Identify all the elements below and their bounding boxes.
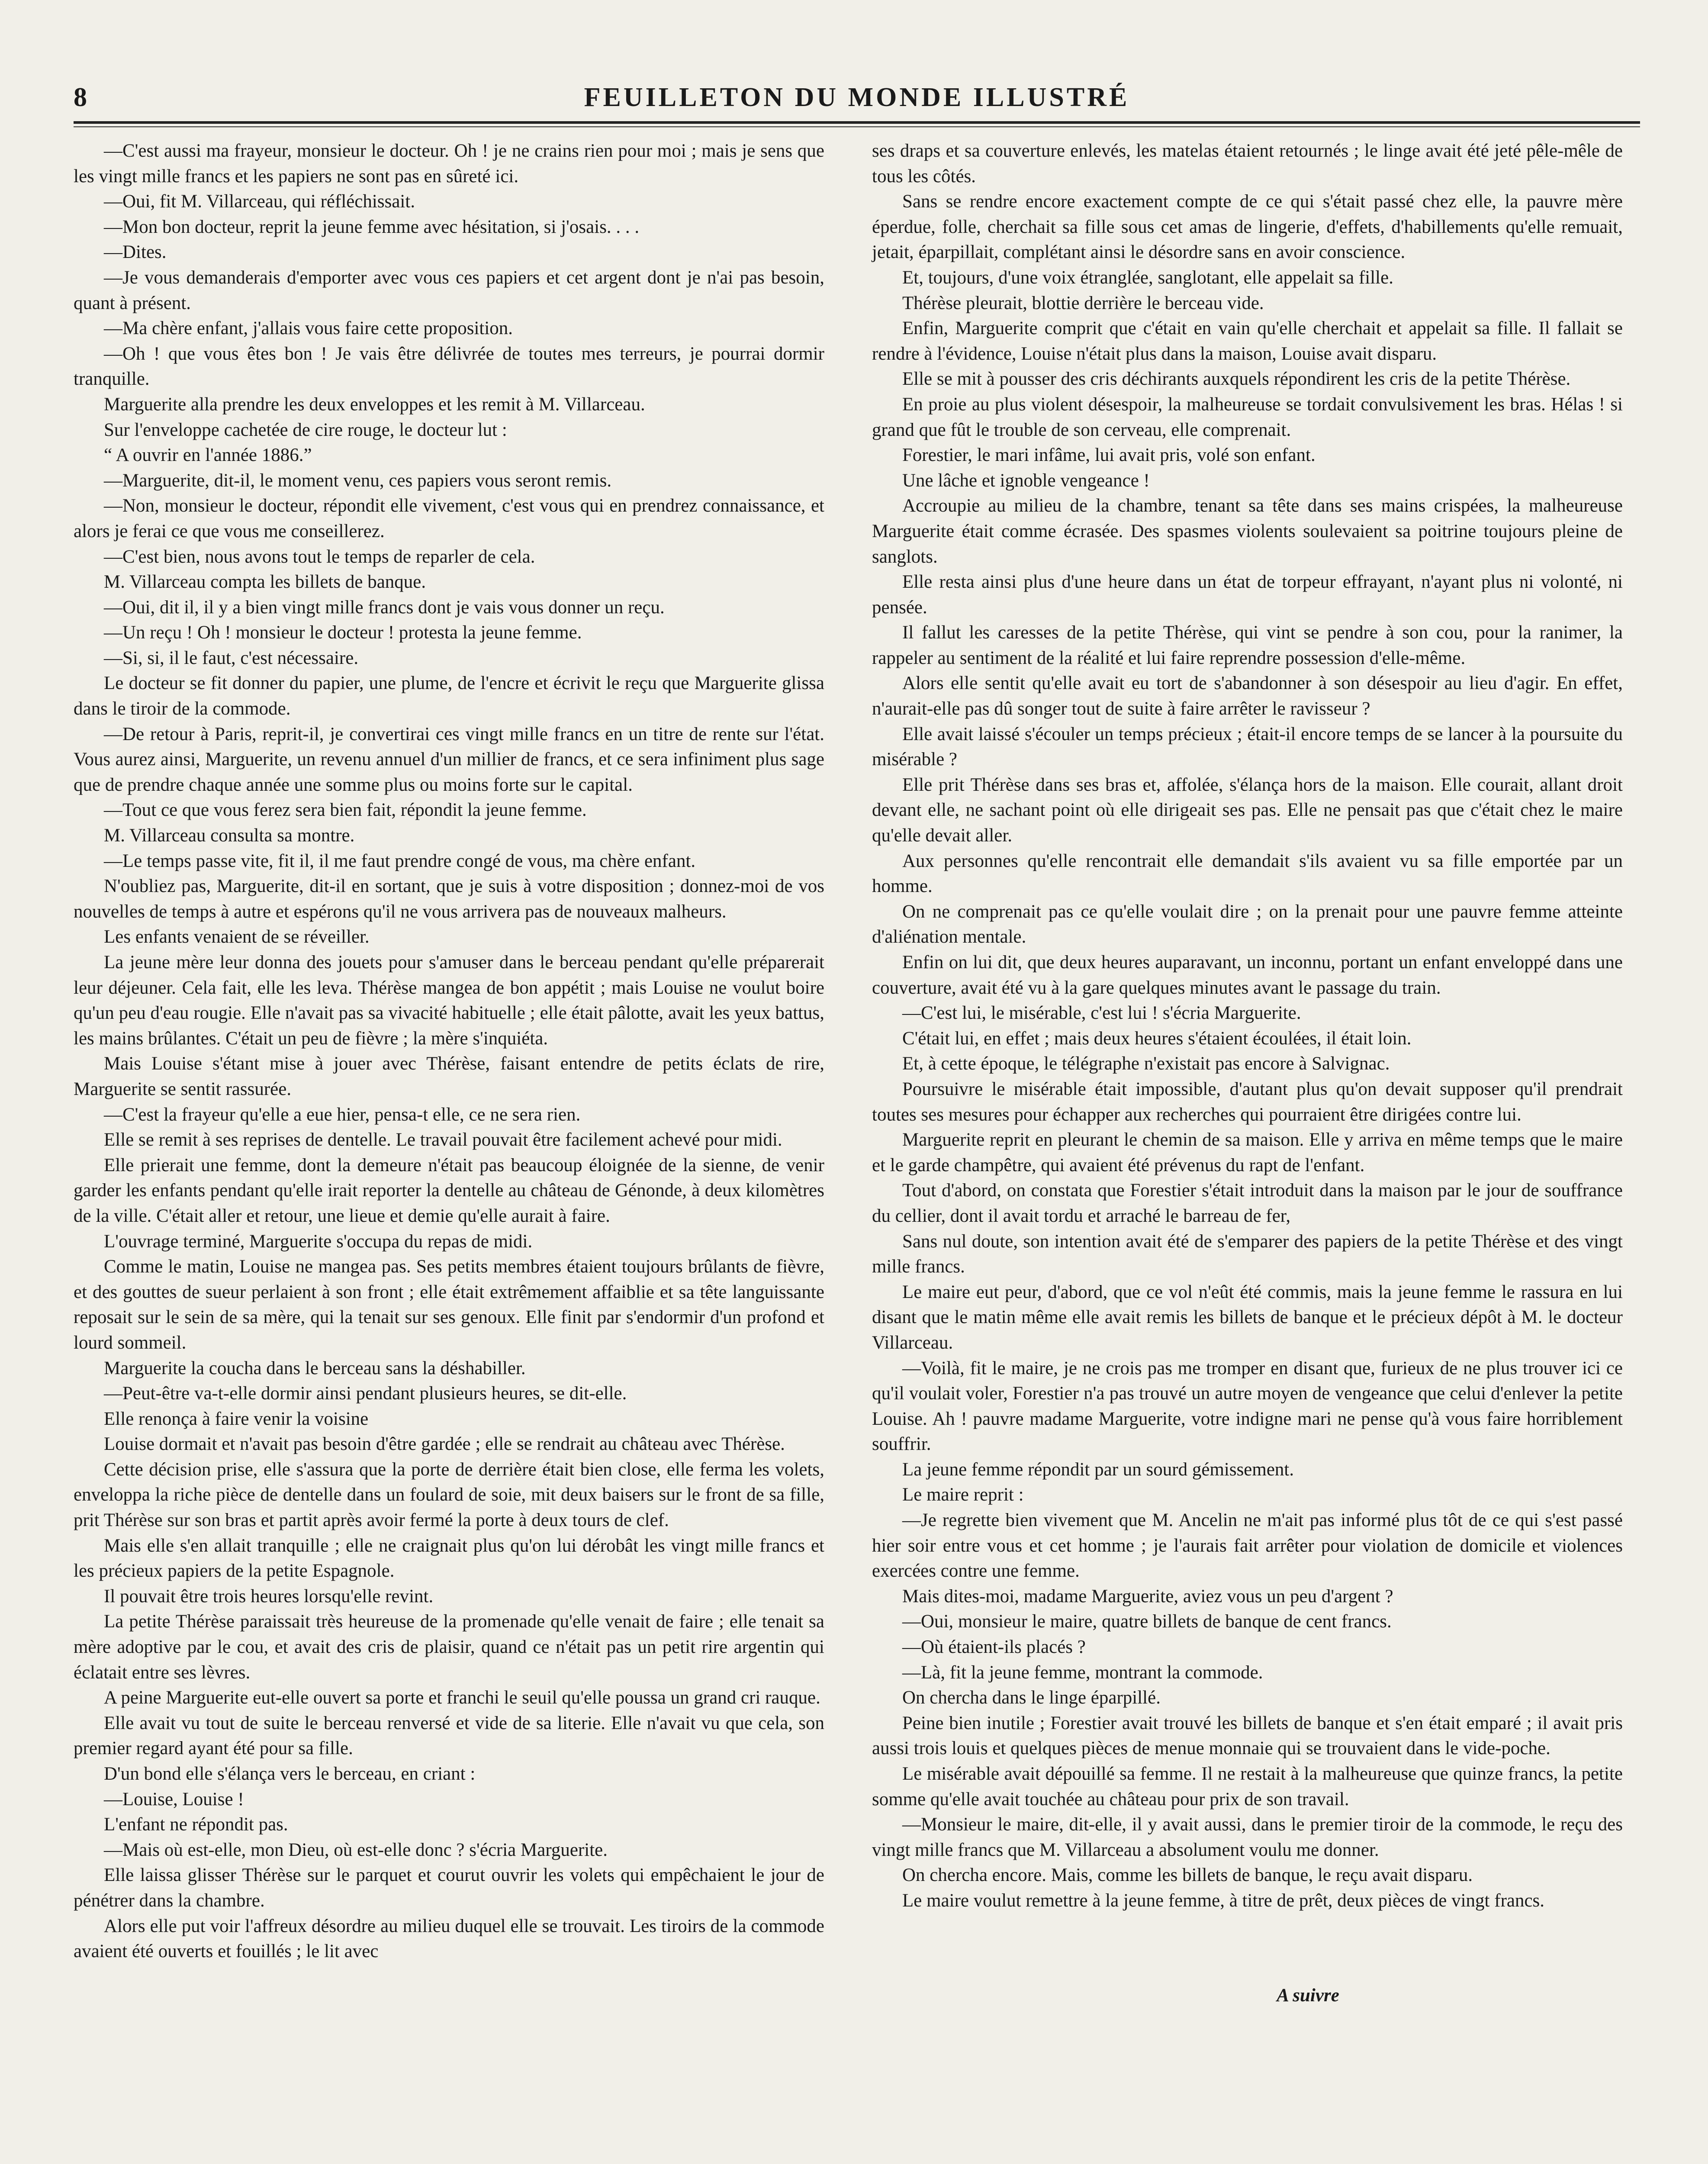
paragraph: Peine bien inutile ; Forestier avait trouvé les billets de banque et s'en était emparé ; il avait pris aussi trois louis et quelques pièces de menue monnaie qui se trouvaient dans le vide-poche. (872, 1713, 1623, 1759)
paragraph: —C'est aussi ma frayeur, monsieur le docteur. Oh ! je ne crains rien pour moi ; mais je sens que les vingt mille francs et les papiers ne sont pas en sûreté ici. (74, 141, 824, 187)
paragraph: Elle avait laissé s'écouler un temps précieux ; était-il encore temps de se lancer à la poursuite du misérable ? (872, 724, 1623, 770)
paragraph: La petite Thérèse paraissait très heureuse de la promenade qu'elle venait de faire ; elle tenait sa mère adoptive par le cou, et avait des cris de plaisir, quand ce n'était pas un petit rire argentin qui éclatait entre ses lèvres. (74, 1611, 824, 1683)
paragraph: Le maire eut peur, d'abord, que ce vol n'eût été commis, mais la jeune femme le rassura en lui disant que le matin même elle avait remis les billets de banque et le précieux dépôt à M. le docteur Villarceau. (872, 1282, 1623, 1353)
paragraph: Poursuivre le misérable était impossible, d'autant plus qu'on devait supposer qu'il prendrait toutes ses mesures pour échapper aux recherches qui pourraient être dirigées contre lui. (872, 1079, 1623, 1125)
paragraph: Le misérable avait dépouillé sa femme. Il ne restait à la malheureuse que quinze francs, la petite somme qu'elle avait touchée au château pour prix de son travail. (872, 1764, 1623, 1810)
paragraph: Tout d'abord, on constata que Forestier s'était introduit dans la maison par le jour de souffrance du cellier, dont il avait tordu et arraché le barreau de fer, (872, 1180, 1623, 1226)
paragraph: A peine Marguerite eut-elle ouvert sa porte et franchi le seuil qu'elle poussa un grand cri rauque. (104, 1687, 820, 1708)
paragraph: Elle avait vu tout de suite le berceau renversé et vide de sa literie. Elle n'avait vu que cela, son premier regard ayant été pour sa fille. (74, 1713, 824, 1759)
paragraph: Il pouvait être trois heures lorsqu'elle revint. (104, 1586, 434, 1607)
paragraph: —Je vous demanderais d'emporter avec vous ces papiers et cet argent dont je n'ai pas besoin, quant à présent. (74, 267, 824, 313)
to-be-continued: A suivre (1277, 1985, 1339, 2006)
paragraph: —Non, monsieur le docteur, répondit elle vivement, c'est vous qui en prendrez connaissance, et alors je ferai ce que vous me conseillerez. (74, 496, 824, 541)
paragraph: Elle renonça à faire venir la voisine (104, 1408, 369, 1429)
newspaper-page (74, 74, 1640, 2164)
paragraph: C'était lui, en effet ; mais deux heures s'étaient écoulées, il était loin. (902, 1028, 1412, 1049)
paragraph: —Voilà, fit le maire, je ne crois pas me tromper en disant que, furieux de ne plus trouver ici ce qu'il voulait voler, Forestier n'a pas trouvé un autre moyen de vengeance que celui d'enlever la petite Louise. Ah ! pauvre madame Marguerite, votre indigne mari ne pense qu'à vous faire horriblement souffrir. (872, 1358, 1623, 1455)
paragraph: Mais dites-moi, madame Marguerite, aviez vous un peu d'argent ? (902, 1586, 1393, 1607)
paragraph: Alors elle put voir l'affreux désordre au milieu duquel elle se trouvait. Les tiroirs de la commode avaient été ouverts et fouillés ; le lit avec (74, 1916, 824, 1962)
text-columns (74, 138, 1640, 2164)
paragraph: Accroupie au milieu de la chambre, tenant sa tête dans ses mains crispées, la malheureuse Marguerite était comme écrasée. Des spasmes violents soulevaient sa poitrine toujours pleine de sanglots. (872, 496, 1623, 567)
paragraph: Cette décision prise, elle s'assura que la porte de derrière était bien close, elle ferma les volets, enveloppa la riche pièce de dentelle dans un foulard de soie, mit deux baisers sur le front de sa fille, prit Thérèse sur son bras et partit après avoir fermé la porte à deux tours de clef. (74, 1459, 824, 1531)
paragraph: “ A ouvrir en l'année 1886.” (104, 445, 312, 466)
paragraph: Marguerite la coucha dans le berceau sans la déshabiller. (104, 1358, 526, 1378)
paragraph: Elle laissa glisser Thérèse sur le parquet et courut ouvrir les volets qui empêchaient le jour de pénétrer dans la chambre. (74, 1865, 824, 1911)
paragraph-continuation: ses draps et sa couverture enlevés, les matelas étaient retournés ; le linge avait été jeté pêle-mêle de tous les côtés. (872, 141, 1623, 187)
left-column (74, 138, 824, 1964)
paragraph: Elle prit Thérèse dans ses bras et, affolée, s'élança hors de la maison. Elle courait, allant droit devant elle, ne sachant point où elle dirigeait ses pas. Elle ne pensait pas que c'était chez le maire qu'elle devait aller. (872, 774, 1623, 846)
paragraph: —Je regrette bien vivement que M. Ancelin ne m'ait pas informé plus tôt de ce qui s'est passé hier soir entre vous et cet homme ; je l'aurais fait arrêter pour violation de domicile et violences exercées contre une femme. (872, 1510, 1623, 1581)
paragraph: —Monsieur le maire, dit-elle, il y avait aussi, dans le premier tiroir de la commode, le reçu des vingt mille francs que M. Villarceau a absolument voulu me donner. (872, 1814, 1623, 1860)
paragraph: Sans se rendre encore exactement compte de ce qui s'était passé chez elle, la pauvre mère éperdue, folle, cherchait sa fille sous cet amas de lingerie, d'effets, d'habillements qu'elle remuait, jetait, éparpillait, complétant ainsi le désordre sans en avoir conscience. (872, 191, 1623, 263)
paragraph: M. Villarceau consulta sa montre. (104, 825, 355, 846)
paragraph: Comme le matin, Louise ne mangea pas. Ses petits membres étaient toujours brûlants de fièvre, et des gouttes de sueur perlaient à son front ; elle était extrêmement affaiblie et sa tête languissante reposait sur le sein de sa mère, qui la tenait sur ses genoux. Elle finit par s'endormir d'un profond et lourd sommeil. (74, 1256, 824, 1353)
paragraph: L'enfant ne répondit pas. (104, 1814, 288, 1835)
paragraph: —Si, si, il le faut, c'est nécessaire. (104, 647, 359, 668)
paragraph: —Un reçu ! Oh ! monsieur le docteur ! protesta la jeune femme. (104, 622, 582, 643)
paragraph: Le maire voulut remettre à la jeune femme, à titre de prêt, deux pièces de vingt francs. (902, 1890, 1545, 1911)
paragraph: Louise dormait et n'avait pas besoin d'être gardée ; elle se rendrait au château avec Thérèse. (104, 1434, 785, 1455)
paragraph: Marguerite alla prendre les deux enveloppes et les remit à M. Villarceau. (104, 394, 645, 415)
paragraph: —Marguerite, dit-il, le moment venu, ces papiers vous seront remis. (104, 470, 612, 491)
paragraph: La jeune femme répondit par un sourd gémissement. (902, 1459, 1294, 1480)
paragraph: Forestier, le mari infâme, lui avait pris, volé son enfant. (902, 445, 1316, 466)
paragraph: —Louise, Louise ! (104, 1789, 244, 1810)
paragraph: Il fallut les caresses de la petite Thérèse, qui vint se pendre à son cou, pour la ranimer, la rappeler au sentiment de la réalité et lui faire reprendre possession d'elle-même. (872, 622, 1623, 668)
paragraph: —C'est lui, le misérable, c'est lui ! s'écria Marguerite. (902, 1003, 1301, 1024)
paragraph: Alors elle sentit qu'elle avait eu tort de s'abandonner à son désespoir au lieu d'agir. En effet, n'aurait-elle pas dû songer tout de suite à faire arrêter le ravisseur ? (872, 673, 1623, 719)
paragraph: Elle se mit à pousser des cris déchirants auxquels répondirent les cris de la petite Thérèse. (902, 369, 1571, 390)
paragraph: —Tout ce que vous ferez sera bien fait, répondit la jeune femme. (104, 800, 587, 821)
paragraph: Le docteur se fit donner du papier, une plume, de l'encre et écrivit le reçu que Marguerite glissa dans le tiroir de la commode. (74, 673, 824, 719)
page-header (74, 74, 1640, 121)
paragraph: Elle resta ainsi plus d'une heure dans un état de torpeur effrayant, n'ayant plus ni volonté, ni pensée. (872, 572, 1623, 618)
paragraph: —Le temps passe vite, fit il, il me faut prendre congé de vous, ma chère enfant. (104, 850, 696, 871)
paragraph: —Mon bon docteur, reprit la jeune femme avec hésitation, si j'osais. . . . (104, 216, 640, 237)
paragraph: Sans nul doute, son intention avait été de s'emparer des papiers de la petite Thérèse et des vingt mille francs. (872, 1231, 1623, 1277)
paragraph: —Oui, dit il, il y a bien vingt mille francs dont je vais vous donner un reçu. (104, 597, 665, 618)
paragraph: Et, à cette époque, le télégraphe n'existait pas encore à Salvignac. (902, 1053, 1390, 1074)
paragraph: Une lâche et ignoble vengeance ! (902, 470, 1150, 491)
paragraph: —Dites. (104, 242, 167, 263)
paragraph: Elle prierait une femme, dont la demeure n'était pas beaucoup éloignée de la sienne, de venir garder les enfants pendant qu'elle irait reporter la dentelle au château de Génonde, à deux kilomètres de la ville. C'était aller et retour, une lieue et demie qu'elle aurait à faire. (74, 1155, 824, 1226)
paragraph: —Mais où est-elle, mon Dieu, où est-elle donc ? s'écria Marguerite. (104, 1839, 608, 1860)
paragraph: Mais Louise s'étant mise à jouer avec Thérèse, faisant entendre de petits éclats de rire, Marguerite se sentit rassurée. (74, 1053, 824, 1099)
paragraph: —Oui, monsieur le maire, quatre billets de banque de cent francs. (902, 1611, 1392, 1632)
paragraph: —Où étaient-ils placés ? (902, 1637, 1086, 1658)
running-title: FEUILLETON DU MONDE ILLUSTRÉ (584, 83, 1130, 112)
page-number: 8 (74, 83, 87, 112)
paragraph: N'oubliez pas, Marguerite, dit-il en sortant, que je suis à votre disposition ; donnez-moi de vos nouvelles de temps à autre et espérons qu'il ne vous arrivera pas de nouveaux malheurs. (74, 876, 824, 922)
paragraph: Enfin on lui dit, que deux heures auparavant, un inconnu, portant un enfant enveloppé dans une couverture, avait été vu à la gare quelques minutes avant le passage du train. (872, 952, 1623, 998)
paragraph: On chercha encore. Mais, comme les billets de banque, le reçu avait disparu. (902, 1865, 1473, 1886)
paragraph: Thérèse pleurait, blottie derrière le berceau vide. (902, 293, 1264, 313)
paragraph: —De retour à Paris, reprit-il, je convertirai ces vingt mille francs en un titre de rente sur l'état. Vous aurez ainsi, Marguerite, un revenu annuel d'un millier de francs, et ce sera infiniment plus sage que de prendre chaque année une somme plus ou moins forte sur le capital. (74, 724, 824, 795)
paragraph: Mais elle s'en allait tranquille ; elle ne craignait plus qu'on lui dérobât les vingt mille francs et les précieux papiers de la petite Espagnole. (74, 1535, 824, 1581)
paragraph: —Oh ! que vous êtes bon ! Je vais être délivrée de toutes mes terreurs, je pourrai dormir tranquille. (74, 343, 824, 390)
paragraph: Le maire reprit : (902, 1485, 1024, 1505)
paragraph: On chercha dans le linge éparpillé. (902, 1687, 1161, 1708)
paragraph: —Ma chère enfant, j'allais vous faire cette proposition. (104, 318, 513, 339)
paragraph: —C'est bien, nous avons tout le temps de reparler de cela. (104, 546, 535, 567)
paragraph: Et, toujours, d'une voix étranglée, sanglotant, elle appelait sa fille. (902, 267, 1393, 288)
paragraph: En proie au plus violent désespoir, la malheureuse se tordait convulsivement les bras. Hélas ! si grand que fût le trouble de son cerveau, elle comprenait. (872, 394, 1623, 440)
paragraph: On ne comprenait pas ce qu'elle voulait dire ; on la prenait pour une pauvre femme atteinte d'aliénation mentale. (872, 901, 1623, 947)
right-column (872, 138, 1623, 2008)
paragraph: —Là, fit la jeune femme, montrant la commode. (902, 1662, 1263, 1683)
paragraph: —Peut-être va-t-elle dormir ainsi pendant plusieurs heures, se dit-elle. (104, 1383, 627, 1404)
header-rule-thin (74, 126, 1640, 127)
header-rule (74, 121, 1640, 124)
paragraph: Elle se remit à ses reprises de dentelle. Le travail pouvait être facilement achevé pour midi. (104, 1130, 782, 1150)
paragraph: La jeune mère leur donna des jouets pour s'amuser dans le berceau pendant qu'elle préparerait leur déjeuner. Cela fait, elle les leva. Thérèse mangea de bon appétit ; mais Louise ne voulut boire qu'un peu d'eau rougie. Elle n'avait pas sa vivacité habituelle ; elle était pâlotte, avait les yeux battus, les mains brûlantes. C'était un peu de fièvre ; la mère s'inquiéta. (74, 952, 824, 1049)
paragraph: L'ouvrage terminé, Marguerite s'occupa du repas de midi. (104, 1231, 533, 1252)
paragraph: Marguerite reprit en pleurant le chemin de sa maison. Elle y arriva en même temps que le maire et le garde champêtre, qui avaient été prévenus du rapt de l'enfant. (872, 1130, 1623, 1175)
paragraph: M. Villarceau compta les billets de banque. (104, 572, 426, 593)
paragraph: Les enfants venaient de se réveiller. (104, 927, 370, 947)
paragraph: Enfin, Marguerite comprit que c'était en vain qu'elle cherchait et appelait sa fille. Il fallait se rendre à l'évidence, Louise n'était plus dans la maison, Louise avait disparu. (872, 318, 1623, 364)
paragraph: Sur l'enveloppe cachetée de cire rouge, le docteur lut : (104, 419, 507, 440)
paragraph: Aux personnes qu'elle rencontrait elle demandait s'ils avaient vu sa fille emportée par un homme. (872, 850, 1623, 897)
paragraph: —Oui, fit M. Villarceau, qui réfléchissait. (104, 191, 415, 212)
paragraph: —C'est la frayeur qu'elle a eue hier, pensa-t elle, ce ne sera rien. (104, 1104, 581, 1125)
paragraph: D'un bond elle s'élança vers le berceau, en criant : (104, 1764, 476, 1784)
